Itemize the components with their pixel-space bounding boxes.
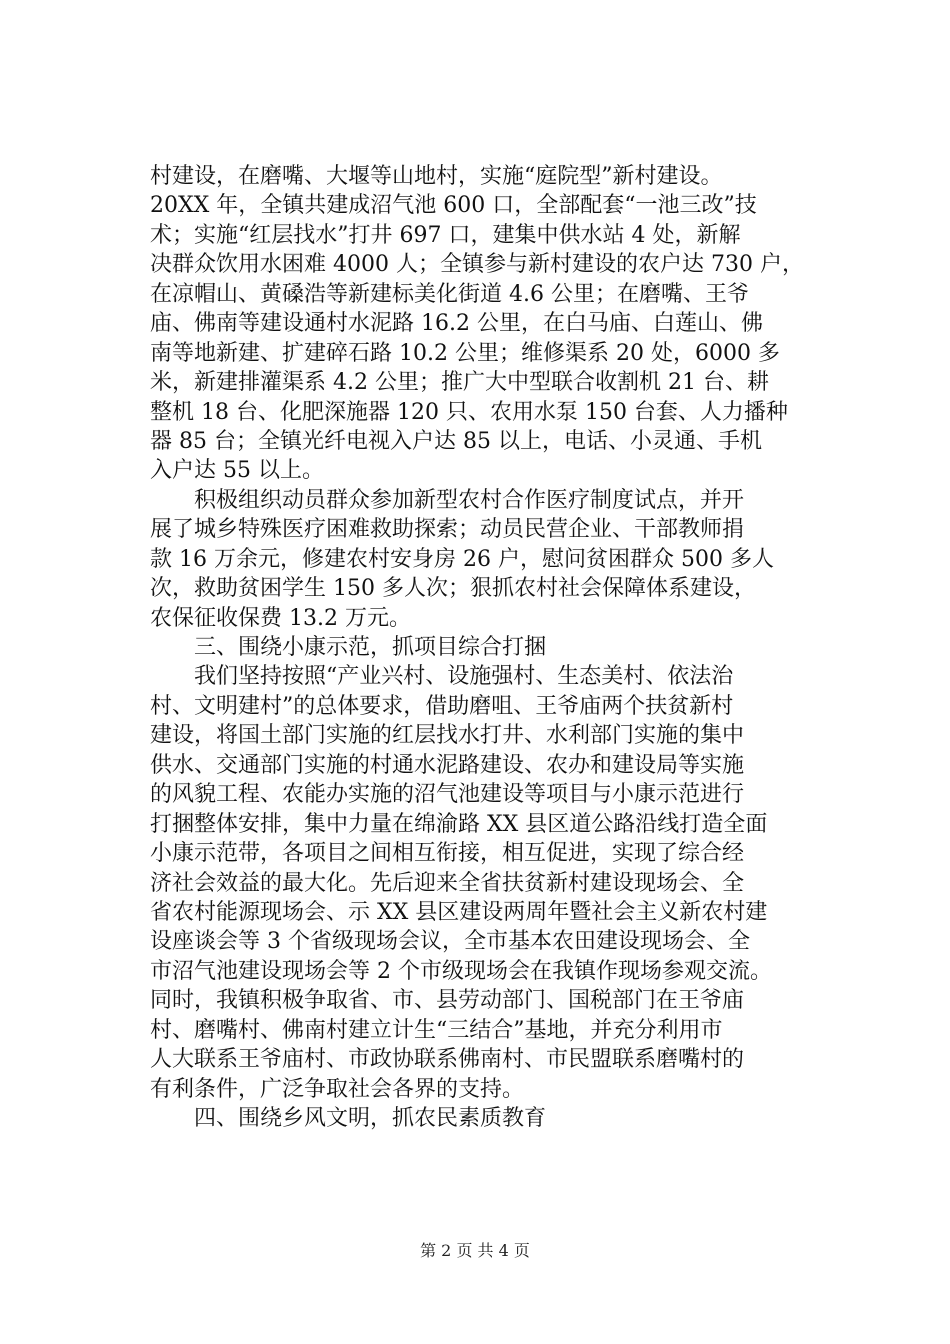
text-line: 款 16 万余元，修建农村安身房 26 户，慰问贫困群众 500 多人: [150, 546, 774, 572]
text-line: 有利条件，广泛争取社会各界的支持。: [150, 1076, 525, 1102]
text-line: 村建设，在磨嘴、大堰等山地村，实施“庭院型”新村建设。: [150, 164, 723, 189]
text-line: 20XX 年，全镇共建成沼气池 600 口，全部配套“一池三改”技: [150, 193, 757, 219]
text-line: 四、围绕乡风文明，抓农民素质教育: [194, 1106, 547, 1131]
text-line: 农保征收保费 13.2 万元。: [150, 605, 411, 631]
text-line: 设座谈会等 3 个省级现场会议，全市基本农田建设现场会、全: [150, 929, 750, 955]
text-line: 展了城乡特殊医疗困难救助探索；动员民营企业、干部教师捐: [150, 517, 745, 543]
text-line: 省农村能源现场会、示 XX 县区建设两周年暨社会主义新农村建: [150, 899, 768, 925]
document-body: [150, 162, 850, 1133]
text-line: 次，救助贫困学生 150 多人次；狠抓农村社会保障体系建设，: [150, 576, 756, 602]
text-line: 庙、佛南等建设通村水泥路 16.2 公里，在白马庙、白莲山、佛: [150, 311, 763, 337]
text-line: 决群众饮用水困难 4000 人；全镇参与新村建设的农户达 730 户，: [150, 252, 804, 278]
text-line: 三、围绕小康示范，抓项目综合打捆: [194, 635, 547, 660]
text-line: 市沼气池建设现场会等 2 个市级现场会在我镇作现场参观交流。: [150, 958, 772, 984]
text-line: 村、磨嘴村、佛南村建立计生“三结合”基地，并充分利用市: [150, 1017, 723, 1043]
text-line: 济社会效益的最大化。先后迎来全省扶贫新村建设现场会、全: [150, 870, 745, 896]
text-line: 建设，将国土部门实施的红层找水打井、水利部门实施的集中: [150, 723, 745, 749]
text-line: 的风貌工程、农能办实施的沼气池建设等项目与小康示范进行: [150, 782, 745, 808]
text-line: 村、文明建村”的总体要求，借助磨咀、王爷庙两个扶贫新村: [150, 693, 734, 719]
text-line: 打捆整体安排，集中力量在绵渝路 XX 县区道公路沿线打造全面: [150, 811, 768, 837]
text-line: 积极组织动员群众参加新型农村合作医疗制度试点，并开: [194, 487, 745, 513]
text-line: 整机 18 台、化肥深施器 120 只、农用水泵 150 台套、人力播种: [150, 399, 788, 425]
page-footer: 第 2 页 共 4 页: [420, 1241, 530, 1260]
text-line: 入户达 55 以上。: [150, 458, 324, 484]
text-line: 人大联系王爷庙村、市政协联系佛南村、市民盟联系磨嘴村的: [150, 1047, 745, 1073]
text-line: 供水、交通部门实施的村通水泥路建设、农办和建设局等实施: [150, 752, 745, 778]
text-line: 器 85 台；全镇光纤电视入户达 85 以上，电话、小灵通、手机: [150, 428, 762, 454]
text-line: 我们坚持按照“产业兴村、设施强村、生态美村、依法治: [194, 664, 734, 690]
text-line: 南等地新建、扩建碎石路 10.2 公里；维修渠系 20 处，6000 多: [150, 340, 780, 366]
text-line: 在凉帽山、黄磉浩等新建标美化街道 4.6 公里；在磨嘴、王爷: [150, 281, 749, 307]
text-line: 小康示范带，各项目之间相互衔接，相互促进，实现了综合经: [150, 841, 745, 867]
text-line: 同时，我镇积极争取省、市、县劳动部门、国税部门在王爷庙: [150, 988, 745, 1014]
text-line: 米，新建排灌渠系 4.2 公里；推广大中型联合收割机 21 台、耕: [150, 370, 769, 396]
text-line: 术；实施“红层找水”打井 697 口，建集中供水站 4 处，新解: [150, 222, 741, 248]
